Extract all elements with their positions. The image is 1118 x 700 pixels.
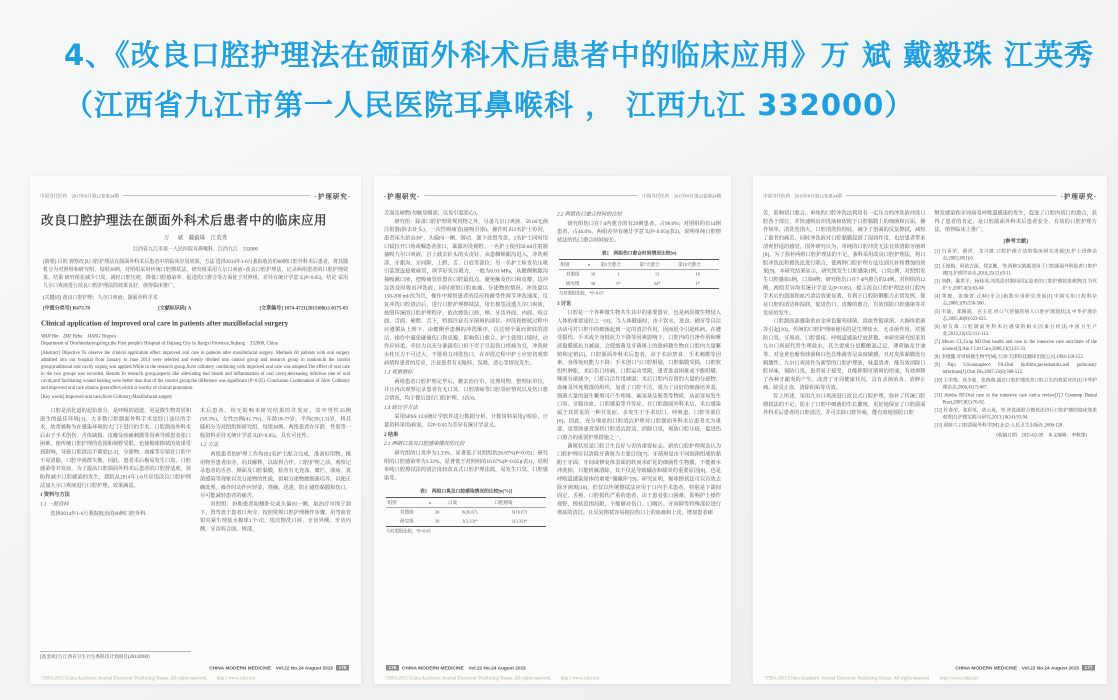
table-header-cell: n	[587, 259, 599, 269]
section-heading: 2 结果	[384, 431, 399, 438]
paragraph: 选择2014年1-6月我院收治的60例口腔外科	[50, 510, 146, 517]
table-row	[386, 517, 546, 527]
table-1-note: 与对照组比较，*P<0.05	[386, 528, 431, 534]
reference-item: [7] Munro CL,Grap MJ.Oral health and care in the intensive care unit:State of the science[J].Am J Crit Care,2006,13(1):25-33.	[934, 339, 1097, 352]
paragraph: 苦，影响切口愈合。单纯的口腔冲洗法利用有一定压力的冲洗液冲洗口腔各个部位，并快速吸出冲洗液和依附于口腔黏膜上的细菌和污垢，操作简单，清洗范围大，口腔清洗较彻底，减少了创面的反复擦拭，减短了患者的痛苦，同时冲洗液对口腔黏膜起到了湿润作用，也给患者带来清爽舒适的感觉。国外研究认为，单纯的口腔冲洗无法有效清除牙菌斑[8]。为了弥补两组口腔护理法的不足，我科采用改良口腔护理法，将口腔冲洗法和擦洗法进行联合，使两种口腔护理方法达到互补和叠加的效果[9]。本研究结果显示，研究组发生口腔感染1例，口臭1例，对照组发生口腔感染5例，口臭8例；研究组伤口在7 d内愈合的24例，对照组的12例，两组差异均有统计学意义(P<0.05)，提示改良口腔护理法对口腔内手术后的创面和血污清洁效果显著，有利于口腔防御能力正常发挥，保证口腔的清洁和湿润，促进伤口、皮瓣的愈合，有效预防口腔感染等并发症的发生。	[763, 210, 926, 316]
cnki-copyright-line: ?1994-2015 China Academic Journal Electronic Publishing House. All rights reserved. http://www.cnki.net	[764, 675, 979, 681]
column-right	[557, 210, 721, 662]
paragraph: 研究组的口臭率为3.33%，显著低于对照组的26.67%(P<0.05)；研究组的口腔感染率为3.33%，显著低于对照组的16.67%(P<0.05)(表1)，说明单纯口腔擦拭法的清洁度较改良式口腔护理法低，易发生口臭、口腔感染等。	[384, 450, 548, 481]
table-1-title: 表1 两组口臭及口腔感染情况的比较[n(%)]	[419, 488, 513, 494]
table-2	[559, 250, 719, 297]
table-cell: 16	[695, 271, 700, 277]
table-cell: 30	[590, 271, 595, 277]
header-rule	[424, 196, 638, 197]
banner-title	[64, 32, 1094, 128]
doc-code: [文献标识码] A	[158, 305, 192, 311]
received-date-line: (收稿日期：2015-02-09 本文编辑：李秋墨)	[996, 433, 1087, 439]
reference-item: [1] 白喜荣，薛萍，龙兴敏.口腔护理方法的临床研究进展[J].护士进修杂志,2003,18(1):6.	[934, 248, 1097, 261]
table-cell: 30	[428, 517, 447, 527]
paragraph: 研究组：除备口腔护理常规用物之外，另备九尔口爽液、50 ml无菌注射器(除去针头)、一次性吸痰管(接吸引器)。操作时由2名护士协同，患者床头抬高30°，头偏向一侧，制动，颌下放置弯盘，2名护士同时用口镜拉开口角或嘱患者张口，暴露冲洗视野。一名护士使用50 ml注射器抽吸九尔口爽液，自上截去针头的头皮针，从患侧颊龈沟进入，冲洗颊部、牙龈沟、牙间隙、上腭、舌、口底等部位；另一名护士检查负压吸引装置连接吸痰管，调节好负压吸力，一般为0.01 MPa，从健侧颊龈沟抽吸漱口液，把吸痰管放置在口腔最低点，避免触及伤口和皮瓣，边冲边洗及时吸出冲洗液，同时观察口腔血痂、分泌物的情况。冲洗量以150-200 ml/次为宜，操作中观察患者的反应和耐受性调节冲洗速度，反复冲洗口腔清洁后，进行口腔护理擦拭法，用长棉签浸透九尔口爽液，按照传统的口腔护理程序，依次擦洗口唇、颊、牙齿外面、内面、咬合面、舌面、硬腭、舌下，特别注意有牙菌斑的部位。冲洗和擦拭过程中应遵循从上到下、由健侧至患侧的冲洗顺序，以达到全面而彻底的清洁，操作中避免碰撞伤口和皮瓣，影响伤口愈合。护士使用口镜时，动作应轻柔，牵拉力以充分暴露伤口但不至于引起伤口疼痛为宜，冲洗时水柱压力不可过大，不要用力冲洗伤口，在冲洗过程中护士应密切观察病情和患者的反应，注意患者有无呛咳、误吸、恶心等情况发生。	[384, 218, 548, 366]
article-authors: 万 斌 戴毅珠 江英秀	[163, 235, 228, 241]
reference-item: [5] 韦迪，郑修霞，宫玉花.经口气管插管病人口腔护理现状[J].中华护理杂志,2005,40(8):623-625.	[934, 309, 1097, 322]
column-label: ·护理研究·	[384, 192, 421, 200]
table-cell: 5*	[599, 279, 638, 289]
reference-item: [10] 王荣梅，高少茹，张海燕.通过口腔护理改善口腔卫生的效果评价[J].中华护理杂志,2006,41(7):667.	[934, 377, 1097, 390]
table-cell: 30	[587, 279, 599, 289]
table-header-cell: 组别	[559, 259, 587, 269]
column-right-flow	[557, 210, 721, 662]
column-left	[40, 407, 191, 661]
column-left-flow	[40, 407, 191, 648]
article-affiliation-en: Department of Otorhinolaryngology,the First people's Hospital of Jiujiang City in Jiangxi Province,Jiujiang 332000, China	[41, 340, 278, 346]
column-left-flow	[763, 210, 926, 662]
abstract-cn: [摘要] 目的 观察改良口腔护理法在颌面外科术后患者中的临床应用效果。方法 选择2014年1-6月我院收治的60例口腔外科术后患者，将其随机分为对照组和研究组，每组30例。对照组采用传统口腔擦拭法，研究组采用九尔口爽液+改良口腔护理法，记录两组患者的口腔护理效果。结果 研究组在减少口臭、减轻口腔压疮、降低口腔感染率、促进伤口愈合等方面优于对照组，差异有统计学意义(P<0.05)。结论 采用九尔口爽液进行改良口腔护理法的效果良好，值得临床推广。	[43, 259, 348, 289]
table-header-cell: 口臭	[447, 497, 493, 507]
banner-title-line1: 4、《改良口腔护理法在颌面外科术后患者中的临床应用》万 斌 戴毅珠 江英秀	[64, 38, 1094, 72]
paper-page-176	[374, 176, 731, 684]
table-header-cell: n	[428, 497, 447, 507]
table-row	[559, 279, 719, 289]
table-header-cell: 第7天愈合	[638, 259, 677, 269]
table-cell: 对照组	[400, 509, 414, 515]
subsection-heading: 2.2 两组伤口愈合时间的比较	[557, 211, 622, 217]
page-footer	[763, 661, 1097, 672]
table-cell: 1(3.33)*	[447, 517, 493, 527]
paper-page-177-content	[753, 176, 1107, 684]
footer-journal-label: CHINA MODERN MEDICINE Vol.22 No.24 August 2015	[401, 665, 526, 671]
paper-page-176-content	[374, 176, 731, 684]
reference-item: [13] 邱蔚六.口腔颌面外科学[M].北京:人民卫生出版社,2006:128.	[934, 423, 1064, 429]
paragraph: 两组患者口腔护理完毕后，撤去治疗巾，处理用物，整理床单位，并且再次观察记录患者有无口臭、口腔溃疡等口腔炎症情况以及伤口愈合情况，均于餐后进行口腔护理，3次/d。	[384, 378, 548, 402]
column-label: ·护理研究·	[1060, 192, 1097, 200]
table-cell: 研究组	[386, 517, 428, 527]
journal-issue-label: 中国当代医药 2015年8月第22卷第24期	[642, 193, 721, 199]
table-cell: 1*	[676, 279, 719, 289]
column-right	[200, 407, 351, 661]
page-header	[763, 191, 1097, 201]
column-right-flow	[200, 407, 351, 661]
cnki-copyright-line: ?1994-2015 China Academic Journal Electronic Publishing House. All rights reserved. http://www.cnki.net	[41, 675, 256, 681]
paragraph: 口腔是消化道的起始部分，是呼吸的通道，更是微生物寄居和滋生的最佳环境[1]。大多数口腔颌面外科手术是经口途径的手术，故常被称为在感染环境的大门下进行的手术。口腔颌面外科术后由于手术创伤、舌体缺损、皮瓣及疼痛刺激等因素导致患者张口困难，使传统口腔护理的范围和视野受限，也使棉球擦拭的效果受到影响，导致口腔清洁不彻底[2-3]，分泌物、血痂等存留在口腔中不易清除，口腔中菌群失衡，因此，患者术后极易发生口臭、口腔感染等并发症。为了提高口腔颌面外科术后患者的口腔舒适度，预防和减少口腔感染的发生，我院从2014年1-6月应用改良口腔护理法加九尔口爽液进行口腔护理，效果满意。	[40, 407, 191, 489]
subsection-heading: 1.1 一般资料	[40, 501, 69, 507]
footer-journal-label: CHINA MODERN MEDICINE Vol.22 No.24 August 2015	[209, 665, 334, 671]
journal-issue-label: 中国当代医药 2015年8月第22卷第24期	[40, 193, 119, 199]
references-heading: [参考文献]	[1003, 238, 1028, 244]
table-cell: 13	[654, 271, 660, 277]
section-heading: 1 资料与方法	[40, 492, 70, 498]
reference-item: [11] Abidia RF.Oral care in the intensive care unit:a review[J].J Contemp Dental Pract,2007,8(1):76-82.	[934, 392, 1097, 405]
banner-title-line2: （江西省九江市第一人民医院耳鼻喉科 ， 江西九江 332000）	[64, 88, 915, 122]
page-header	[384, 191, 721, 201]
classification-row	[43, 304, 348, 312]
paragraph: 术后患者，均无影响本研究结果的并发症。其中男性35例(58.3%)，女性25例(41.7%)，年龄18-77岁，平均(39±1.5)岁，将其随机分为对照组和研究组，每组30例。两组患者在年龄、性别等一般资料差异无统计学意义(P>0.05)，具有可比性。	[200, 407, 351, 439]
header-rule	[123, 196, 311, 197]
table-cell: 1(3.33)*	[493, 517, 546, 527]
table-header-row	[386, 497, 546, 507]
table-header-cell: 组别	[386, 497, 428, 507]
page-number-badge: 176	[386, 665, 399, 671]
journal-issue-label: 中国当代医药 2015年8月第22卷第24期	[763, 193, 842, 199]
page-footer	[384, 661, 721, 672]
table-cell: 5(16.67)	[511, 509, 528, 515]
table-row	[386, 507, 546, 516]
paragraph: 继发感染和牙周病及呼吸道感染的发生，促进了口腔内切口的愈合，获得了患者的肯定，是口腔颌面外科术后患者安全、有效的口腔护理方法，值得临床上推广。	[934, 210, 1097, 233]
paper-page-177	[753, 176, 1107, 684]
clc-number: [中图分类号] R473.78	[43, 305, 90, 311]
page-footer	[40, 661, 351, 672]
table-cell: 24*	[638, 279, 677, 289]
reference-item: [8] 李德懿.牙周病微生物学[M].天津:天津科技翻译出版公司,1994:150-152.	[934, 354, 1084, 360]
two-column-body	[40, 407, 351, 661]
section-heading: 3 讨论	[557, 300, 572, 307]
paragraph: 两组患者的护理工作均由2名护士配合完成，准备好用物，携用物至患者床旁，向其解释，以取得合作。口腔护理之前，观察记录患者的舌苔、颜面及口腔黏膜，检查有无充血、糜烂、溃疡、真菌感染等现象以及分泌物的性质，留取分泌物做细菌培养，以便正确处理。操作时动作应轻柔、准确、迅速，防止碰伤黏膜和伤口，尽可能减轻患者的痛苦。	[200, 451, 351, 499]
paragraph: 研究组伤口在7 d内愈合的有29例患者，占96.6%；对照组的有14例患者，占46.6%，两组差异有统计学意义(P<0.05)(表2)，说明单纯口腔擦拭法的伤口愈合时间较长。	[557, 220, 721, 243]
reference-item: [6] 胡友珠.口腔颌面外科术后感染的相关因素分析[J].中国卫生产业,2013,23(15):111-113.	[934, 324, 1097, 337]
column-label: ·护理研究·	[314, 192, 351, 200]
table-header-cell: 口腔感染	[493, 497, 546, 507]
column-right	[935, 210, 1098, 662]
paragraph: 采用SPSS 13.0统计学软件进行数据分析，计数资料采用χ²检验，计量资料采用t检验，以P<0.05为差异有统计学意义。	[384, 414, 548, 429]
cnki-copyright-line: ?1994-2015 China Academic Journal Electronic Publishing House. All rights reserved. http://www.cnki.net	[385, 675, 600, 681]
reference-item: [9] Paju S,Scannapieco FA.Oral biofilms,periodontitis,and pulmonary infections[J].Oral Dis,2007,13(6):508-512.	[934, 362, 1097, 375]
page-number-badge: 175	[336, 665, 349, 671]
table-1-grid	[386, 497, 546, 527]
table-2-title: 表2 两组伤口愈合时间情况比较(n)	[601, 250, 677, 256]
paragraph: 口腔颌面部感染常由金黄色葡萄球菌、溶血性链球菌、大肠埃希菌等引起[10]。传统的口腔护理液使用的是生理盐水，无杀菌作用，对预防口臭、牙周炎、口腔溃疡、呼吸道感染疗效甚微。本研究研究组采用九尔口爽液代替生理盐水，其主要成分是醋酸氯己定、薄荷脑及甘油等，对金黄色葡萄球菌和白色念珠菌等呈高度敏感，且对皮肤黏膜没有刺激性。九尔口爽液作为新型的口腔护理液，味道清香，能有效消除口腔异味，预防口臭，患者易于接受，且能抑制牙菌斑的形成，有效抑制了各种牙龈炎的产生，改善了牙周健康状况，具有杀菌消炎、消肿止痛、除臭止血、清除积垢等功效。	[763, 318, 926, 391]
page-number-badge: 177	[1082, 665, 1095, 671]
table-row	[559, 269, 719, 278]
keywords-en: [Key words] Improved oral care;Jiu'er Collutory;Maxillofacial surgery	[41, 394, 173, 400]
table-header-row	[559, 259, 719, 269]
paragraph: 口腔是一个各种微生物共生其中的重要器官，也是病原微生物侵入人体的重要途径之一[4]。当人体健康时，由于饮水、进食、刷牙等自洁活动可对口腔中的细菌起到一定的清洁作用，因而很少引起疾病。在遭受损伤、手术或全身抵抗力下降等因素影响下，口腔内的自净作用和唾液黏膜抵抗力减弱，会使细菌及牙菌斑上的致病微生物在口腔内大量繁殖和定植[5]。口腔颌面外科术后患者，由于术前禁食、手术刺激等因素，身体免疫能力下降；手术创口与口腔相通，口腔黏膜受损，口腔软组织肿胀，术后伤口疼痛，口腔运动受限，患者进食困难或不能咀嚼，唾液分泌减少，口腔自洁作用减弱；术后口腔内存留的大量的分泌物、血痂及坏死脱落的组织，加重了口腔不洁，成为了良好的细菌培养基，细菌大量的滋生繁殖可产生吲哚、硫氢基及胺类等物质，从而容易发生口臭、牙龈出血、口腔感染等并发症。在口腔颌面外科术后，术后感染属于其常见的一种并发症，多发生于手术切口、呼吸道、口腔等部位[6]。因此，充分彻底的口腔清洁护理对口腔颌面外科术后患者尤为重要，是帮助患者保持口腔清洁舒适，消除口臭，预防口腔压疮，促进伤口愈合的重要护理措施之一。	[557, 310, 721, 441]
subsection-heading: 1.2 方法	[200, 442, 219, 448]
fund-note: [基金项目] 江西省卫生计生委科技计划项目(20142080)	[40, 651, 191, 661]
table-2-note: 与对照组比较，*P<0.05	[559, 290, 604, 296]
two-column-body	[384, 210, 721, 662]
table-header-cell: 第10天愈合	[676, 259, 719, 269]
column-right-flow	[935, 210, 1098, 662]
column-left-flow	[384, 210, 548, 662]
reference-item: [2] 王艳梅，阿依古丽，郑克勤，等.两种实践都适用于口腔颌面外科患者口腔护理[J].护理学杂志,2010,25(12):9-11.	[934, 263, 1097, 277]
paragraph: 舌面及硬腭(勿触及咽部，以免引起恶心)。	[384, 210, 481, 216]
column-left	[384, 210, 548, 662]
paper-page-175	[30, 176, 361, 684]
footer-journal-label: CHINA MODERN MEDICINE Vol.22 No.24 August 2015	[955, 665, 1080, 671]
reference-item: [3] 刘静，陈世平，杨桂英.冲洗法对颌间固定患者的口腔护理效果观察[J].当代护士,2007,4(3):63-64.	[934, 279, 1097, 292]
table-cell: 30	[434, 509, 440, 515]
reference-item: [4] 黄敏，张晓菁.正畸(牙合)指数应用研究进展[J].中国实用口腔科杂志,2008,1(9):558-560.	[934, 294, 1097, 307]
article-title-en: Clinical application of improved oral care in patients after maxillofacial surgery	[41, 319, 289, 328]
table-header-cell: 第5天愈合	[599, 259, 638, 269]
subsection-heading: 1.4 统计学方法	[384, 404, 418, 411]
keywords-cn: [关键词] 改良口腔护理；九尔口爽液；颌面外科手术	[43, 295, 158, 301]
article-authors-en: WAN Bin DAI Yizhu JIANG Yingxiu	[41, 333, 116, 339]
table-cell: 对照组	[565, 271, 580, 277]
column-left	[763, 210, 926, 662]
article-title: 改良口腔护理法在颌面外科术后患者中的临床应用	[41, 214, 328, 228]
two-column-body	[763, 210, 1097, 662]
table-cell: 研究组	[559, 279, 587, 289]
table-2-grid	[559, 259, 719, 289]
subsection-heading: 2.1 两组口臭及口腔感染情况的比较	[384, 441, 465, 447]
paragraph: 菌斑状况是口腔卫生良好与否的重要标志。新的口腔护理观念认为口腔护理应以清除牙菌斑为主要目的[7]。牙菌斑是由不同细菌组成的黏附于牙面、牙间或修复体表面的软而未矿化的细菌性生物膜，不能被水冲洗掉，只能机械清除，其不仅是导致龋齿和龈炎的重要原因[8]，也是呼吸道感染原体的重要“储藏库”[9]。研究证明，棉球擦拭法可以有效去除牙菌斑[10]，但仅以传统擦拭法应用于口内手术患者，特别是下颌间固定、舌癌、口腔损伤严重的患者，由于患者张口困难，影响护士操作视野，擦拭范围局限，不能够对伤口、口咽区、牙间隙等特殊部位进行彻底的清洁，且反复擦拭容易拖拉伤口上的血痂和上皮，增加患者痛	[557, 443, 721, 516]
paper-page-175-content	[30, 176, 361, 684]
paragraph: 对照组：协助患者取侧卧位或头偏向一侧，取治疗巾围于颌下，置弯盘于患者口角旁，按照常规口腔护理操作步骤，用弯血管钳夹紧生理盐水棉球1个/次，依次擦洗口唇、牙齿外侧、牙齿内侧、牙齿咬合面、颊部，	[200, 501, 351, 532]
page-header	[40, 191, 351, 201]
article-number: [文章编号] 1674-4721(2015)08(c)-0175-03	[259, 305, 348, 311]
paragraph: 综上所述，采用九尔口爽液进行改良式口腔护理，弥补了传统口腔擦拭法的不足，防止了口腔中细菌的生长繁殖，更好地保证了口腔颌面外科术后患者的口腔清洁，并可去除口腔异味，能有效地预防口腔	[763, 393, 926, 416]
header-rule	[846, 196, 1057, 197]
abstract-en: [Abstract] Objective To observe the clinical application effect improved oral care in patients after maxillofacial surgery. Methods 60 patients with oral surgery admitted into our hospital from January to June 2014 were selected and evenly divided into control group and research group in random.In the control group,traditional oral cavity wiping was applied.While in the research group,Jiu'er collutory combining with improved oral care was adopted.The effect of oral care in the two groups was recorded. Results In research group,aspects like alleviating bad breath and inflammation of oral cavity,decreasing infection rate of oral cavity,and facilitating wound healing were better than that of the control group,the difference was significant (P<0.05). Conclusion Combination of Jiu'er Collutory and improved oral care obtains great effect,which is worthy of clinical promotion.	[41, 350, 350, 391]
subsection-heading: 1.3 观察指标	[384, 369, 413, 376]
table-1	[386, 488, 546, 535]
article-affiliation: 江西省九江市第一人民医院耳鼻喉科，江西九江 332000	[133, 246, 258, 252]
reference-item: [12] 杜春荣，张彩英，唐云英，等.冲洗液联合擦拭法进行口腔护理的临床效果观察[J].护理实践与研究,2013,10(14):93-94.	[934, 408, 1097, 421]
table-cell: 1	[617, 271, 620, 277]
table-cell: 8(26.67)	[462, 509, 478, 515]
